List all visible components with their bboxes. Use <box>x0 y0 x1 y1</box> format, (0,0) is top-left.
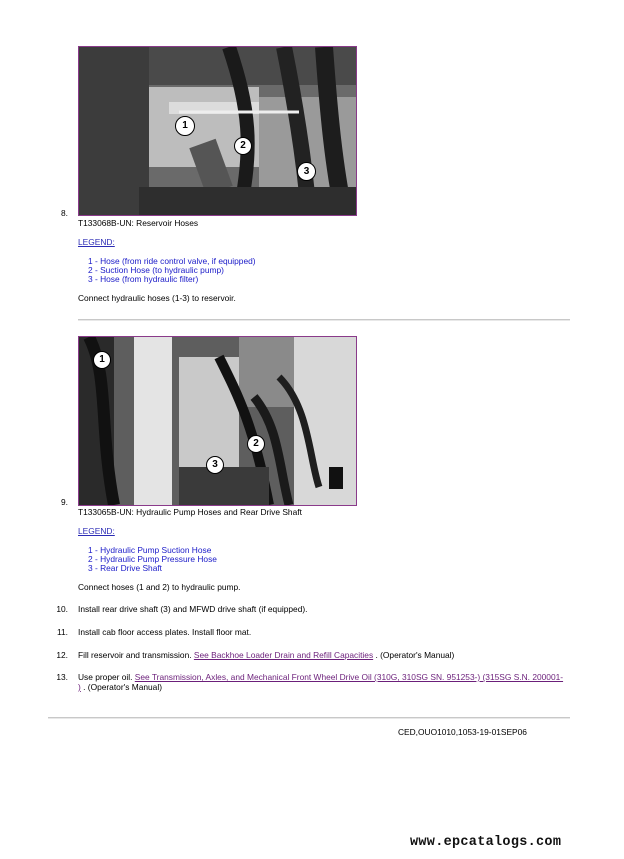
step-8-legend-item: 2 - Suction Hose (to hydraulic pump) <box>88 265 224 275</box>
step-13-text-line2 <box>78 682 162 692</box>
step-12-trailing-text: . (Operator's Manual) <box>373 650 455 660</box>
step-9-instruction: Connect hoses (1 and 2) to hydraulic pump. <box>78 582 241 592</box>
step-10-number: 10. <box>56 604 68 614</box>
callout-1: 1 <box>93 351 111 369</box>
step-8-number: 8. <box>61 208 68 218</box>
step-13-trailing-text: . (Operator's Manual) <box>80 682 162 692</box>
step-9-legend-item: 2 - Hydraulic Pump Pressure Hose <box>88 554 217 564</box>
callout-2: 2 <box>234 137 252 155</box>
step-9-caption: T133065B-UN: Hydraulic Pump Hoses and Rear Drive Shaft <box>78 507 302 517</box>
callout-2: 2 <box>247 435 265 453</box>
step-9-legend-heading[interactable]: LEGEND: <box>78 526 115 536</box>
footer-divider <box>48 717 570 719</box>
callout-3: 3 <box>206 456 224 474</box>
step-12-lead-text: Fill reservoir and transmission. <box>78 650 194 660</box>
section-divider <box>78 319 570 321</box>
capacities-link[interactable]: See Backhoe Loader Drain and Refill Capacities <box>193 650 374 660</box>
oil-spec-link-end[interactable]: ) <box>78 682 81 692</box>
document-code: CED,OUO1010,1053-19-01SEP06 <box>398 727 527 737</box>
step-9-legend-item: 3 - Rear Drive Shaft <box>88 563 163 573</box>
oil-spec-link[interactable]: See Transmission, Axles, and Mechanical Front Wheel Drive Oil (310G, 310SG SN. 951253-) (315SG S.N. 200001- <box>134 672 564 682</box>
step-10-text: Install rear drive shaft (3) and MFWD drive shaft (if equipped). <box>78 604 308 614</box>
step-11-text: Install cab floor access plates. Install floor mat. <box>78 627 252 637</box>
reservoir-hoses-photo <box>78 46 357 216</box>
step-11-number: 11. <box>56 627 68 637</box>
step-13-lead-text: Use proper oil. <box>78 672 135 682</box>
step-9-number: 9. <box>61 497 68 507</box>
site-watermark: www.epcatalogs.com <box>410 835 562 850</box>
step-8-legend-item: 3 - Hose (from hydraulic filter) <box>88 274 199 284</box>
callout-3: 3 <box>297 162 316 181</box>
step-12-text <box>78 650 454 660</box>
step-12-number: 12. <box>56 650 68 660</box>
step-13-text <box>78 672 563 682</box>
step-9-legend-item: 1 - Hydraulic Pump Suction Hose <box>88 545 212 555</box>
step-13-number: 13. <box>56 672 68 682</box>
callout-1: 1 <box>175 116 195 136</box>
step-8-instruction: Connect hydraulic hoses (1-3) to reservoir. <box>78 293 236 303</box>
step-8-caption: T133068B-UN: Reservoir Hoses <box>78 218 199 228</box>
step-8-legend-item: 1 - Hose (from ride control valve, if equipped) <box>88 256 256 266</box>
step-8-legend-heading[interactable]: LEGEND: <box>78 237 115 247</box>
pump-hoses-photo <box>78 336 357 506</box>
